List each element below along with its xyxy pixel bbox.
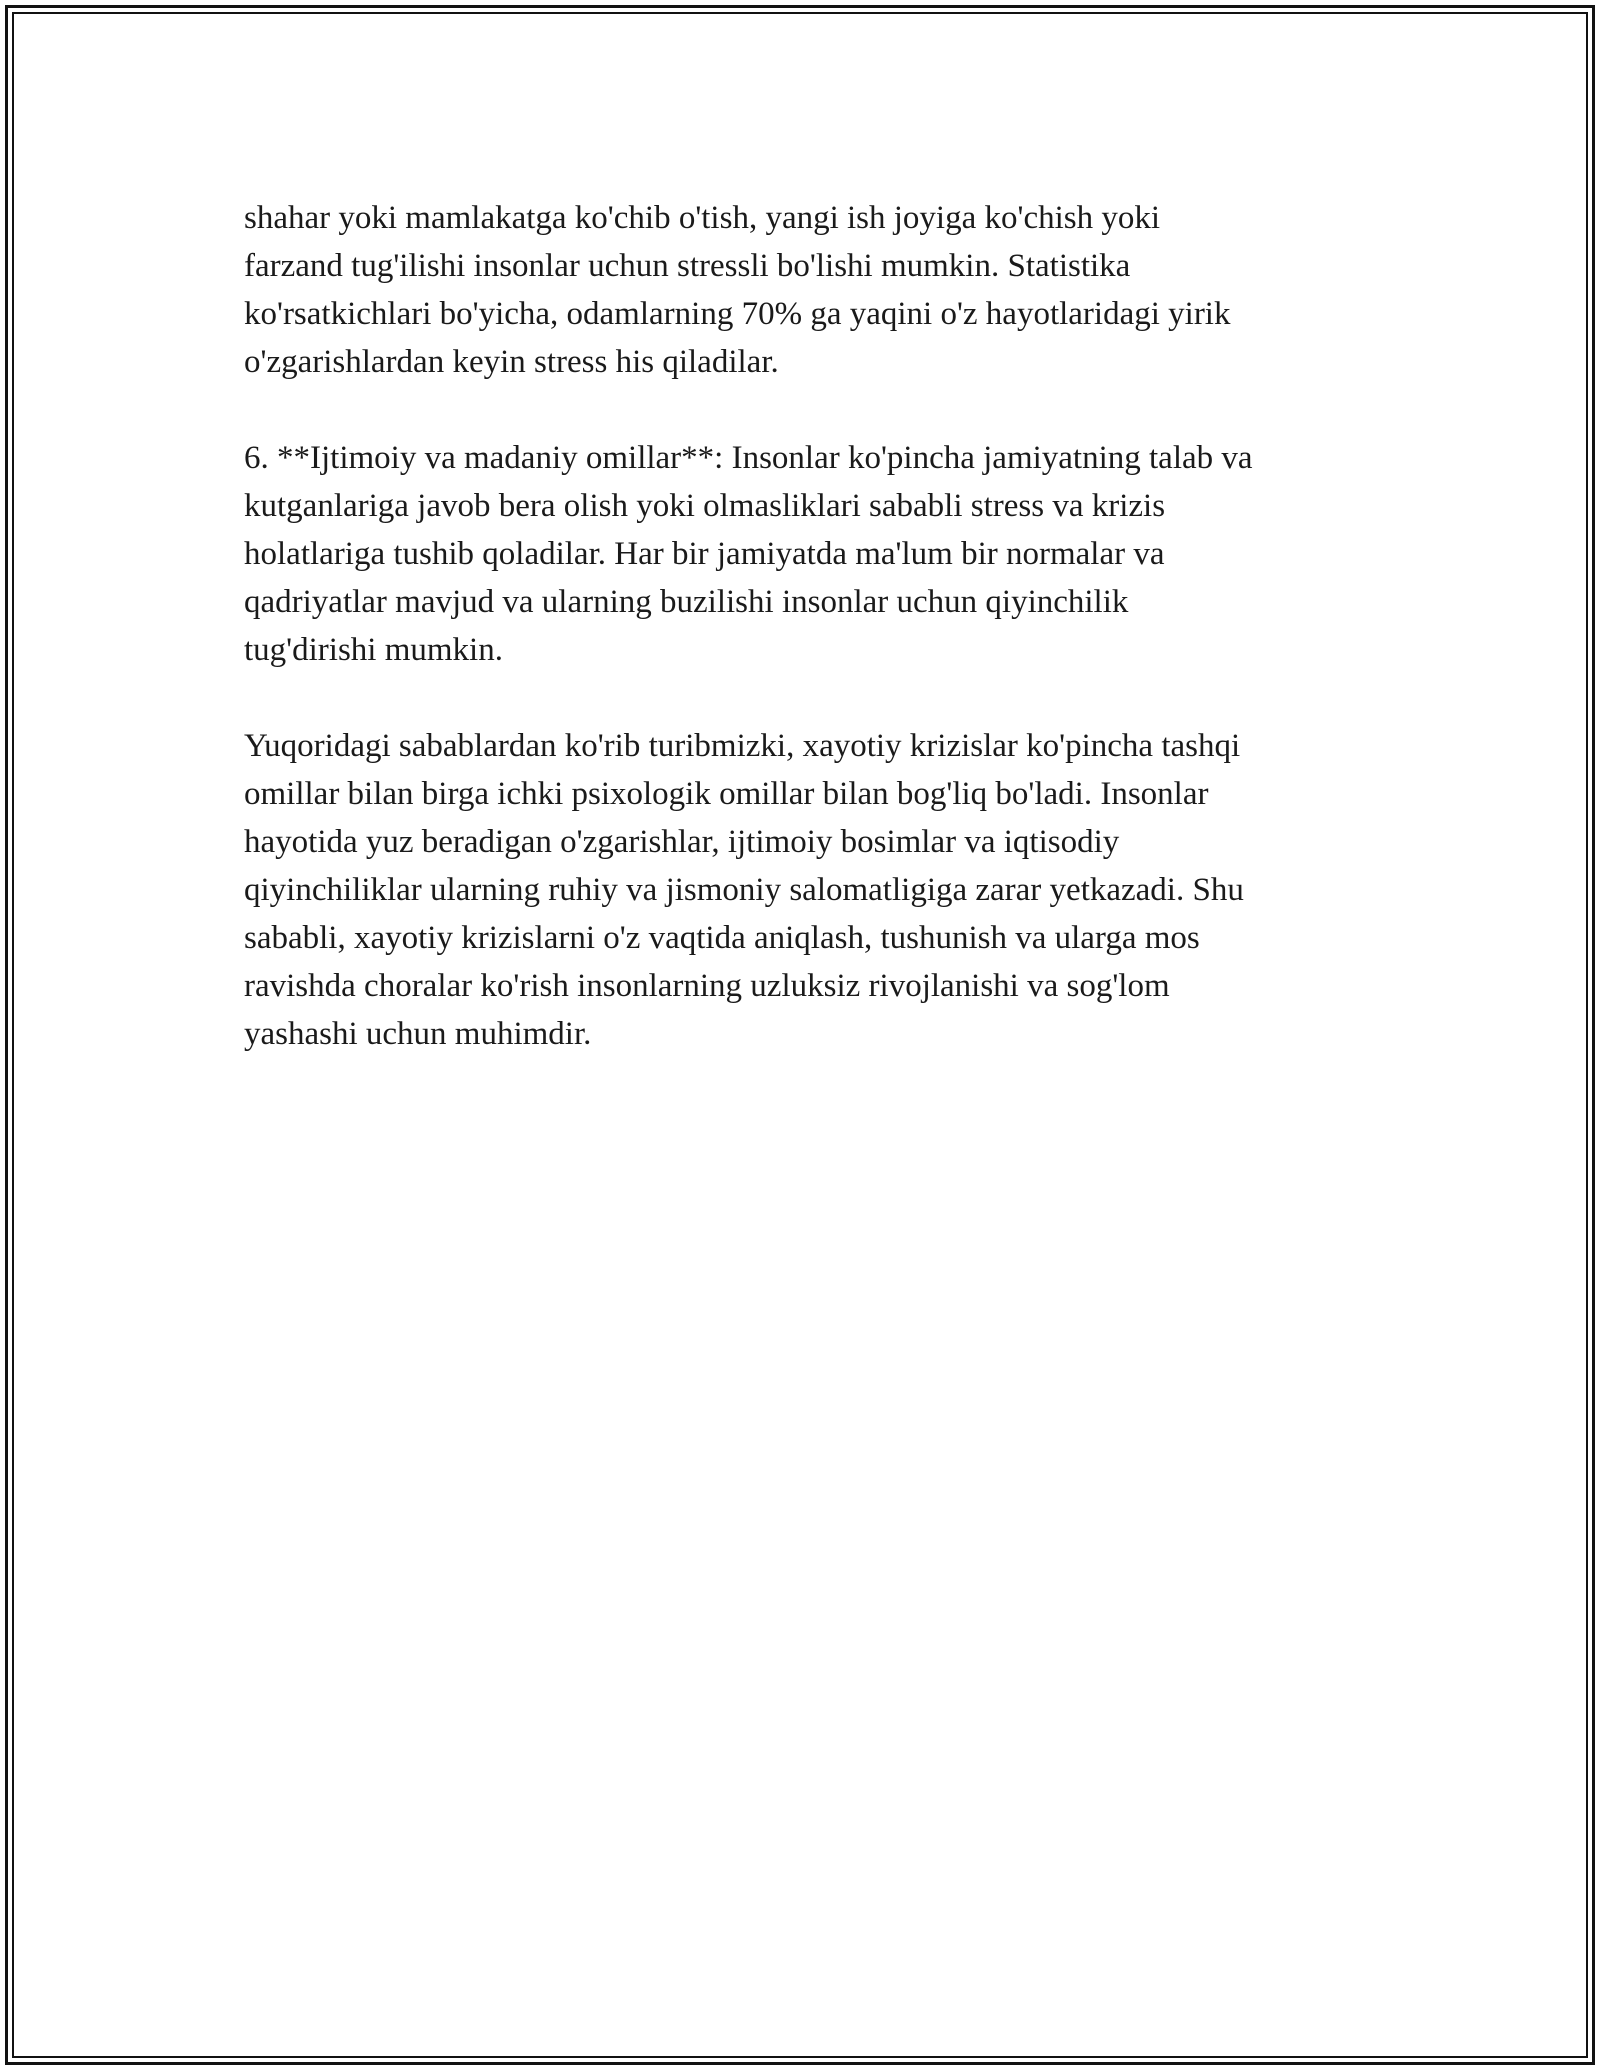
text-line: ko'rsatkichlari bo'yicha, odamlarning 70% ga yaqini o'z hayotlaridagi yirik — [244, 296, 1231, 332]
text-line: farzand tug'ilishi insonlar uchun stressli bo'lishi mumkin. Statistika — [244, 248, 1131, 284]
text-line: omillar bilan birga ichki psixologik omillar bilan bog'liq bo'ladi. Insonlar — [244, 776, 1209, 812]
text-line: hayotida yuz beradigan o'zgarishlar, ijtimoiy bosimlar va iqtisodiy — [244, 824, 1120, 860]
text-line: 6. **Ijtimoiy va madaniy omillar**: Insonlar ko'pincha jamiyatning talab va — [244, 440, 1253, 476]
text-line: tug'dirishi mumkin. — [244, 632, 503, 668]
paragraph-social-cultural-factors — [244, 434, 1384, 674]
text-line: qadriyatlar mavjud va ularning buzilishi insonlar uchun qiyinchilik — [244, 584, 1129, 620]
text-line: ravishda choralar ko'rish insonlarning uzluksiz rivojlanishi va sog'lom — [244, 968, 1170, 1004]
text-line: kutganlariga javob bera olish yoki olmasliklari sababli stress va krizis — [244, 488, 1166, 524]
paragraph-relocation-stress — [244, 194, 1384, 386]
page-frame — [5, 5, 1595, 2065]
text-line: sababli, xayotiy krizislarni o'z vaqtida aniqlash, tushunish va ularga mos — [244, 920, 1200, 956]
text-line: holatlariga tushib qoladilar. Har bir jamiyatda ma'lum bir normalar va — [244, 536, 1165, 572]
text-line: qiyinchiliklar ularning ruhiy va jismoniy salomatligiga zarar yetkazadi. Shu — [244, 872, 1244, 908]
page-content — [244, 194, 1384, 1058]
text-line: o'zgarishlardan keyin stress his qiladilar. — [244, 344, 779, 380]
text-line: yashashi uchun muhimdir. — [244, 1016, 592, 1052]
paragraph-conclusion — [244, 722, 1384, 1058]
text-line: shahar yoki mamlakatga ko'chib o'tish, yangi ish joyiga ko'chish yoki — [244, 200, 1161, 236]
text-line: Yuqoridagi sabablardan ko'rib turibmizki, xayotiy krizislar ko'pincha tashqi — [244, 728, 1241, 764]
